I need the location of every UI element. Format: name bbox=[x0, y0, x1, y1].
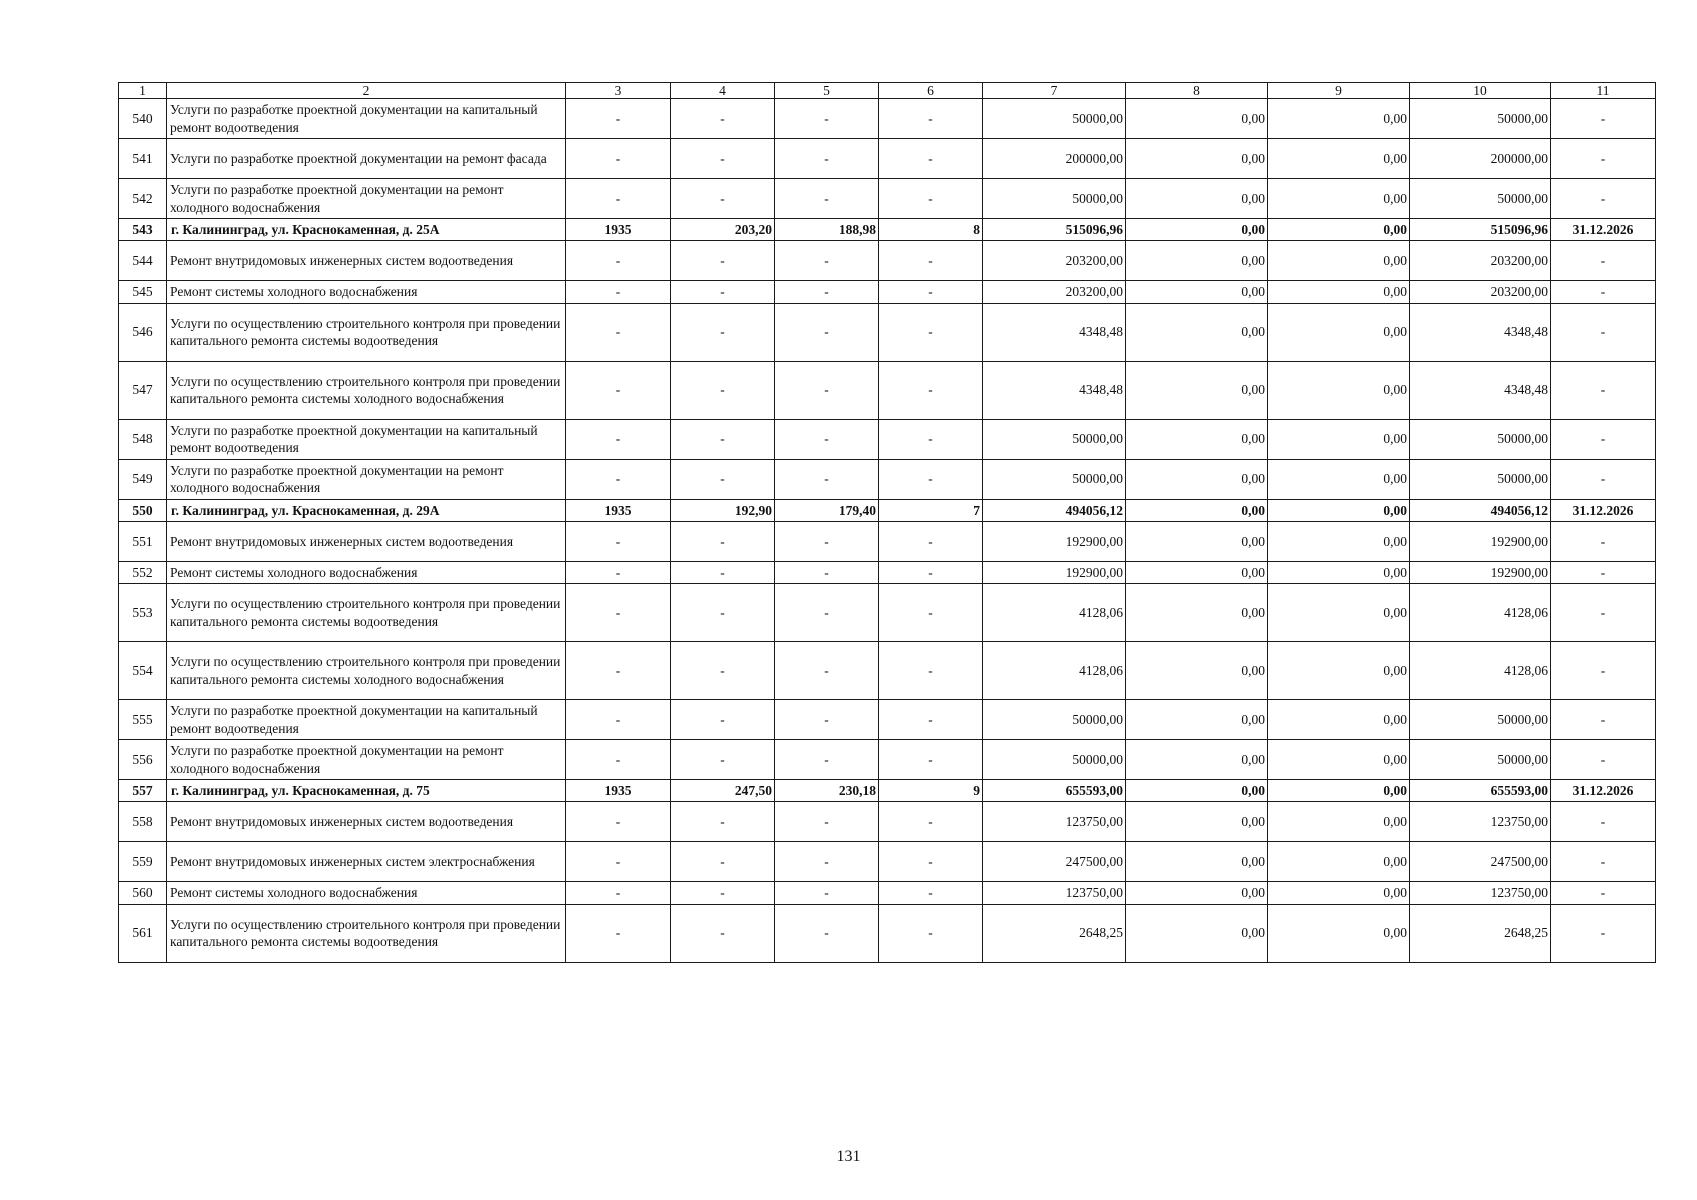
owners-funds-cell: 50000,00 bbox=[1410, 740, 1551, 780]
work-description: Ремонт системы холодного водоснабжения bbox=[167, 561, 566, 583]
deadline-cell: - bbox=[1551, 642, 1656, 700]
residents-cell: - bbox=[879, 740, 983, 780]
fund-cell: 0,00 bbox=[1126, 241, 1268, 281]
residents-cell: - bbox=[879, 99, 983, 139]
table-row bbox=[119, 642, 1656, 700]
fund-cell: 0,00 bbox=[1126, 740, 1268, 780]
area-total-cell: 192,90 bbox=[671, 499, 775, 521]
year-cell: - bbox=[566, 139, 671, 179]
row-number: 544 bbox=[119, 241, 167, 281]
fund-cell: 0,00 bbox=[1126, 642, 1268, 700]
fund-cell: 0,00 bbox=[1126, 842, 1268, 882]
address-row bbox=[119, 219, 1656, 241]
residents-cell: - bbox=[879, 281, 983, 303]
area-total-cell: - bbox=[671, 842, 775, 882]
deadline-cell: - bbox=[1551, 802, 1656, 842]
row-number: 540 bbox=[119, 99, 167, 139]
row-number: 553 bbox=[119, 584, 167, 642]
row-number: 550 bbox=[119, 499, 167, 521]
fund-cell: 0,00 bbox=[1126, 419, 1268, 459]
budget-cell: 0,00 bbox=[1268, 459, 1410, 499]
row-number: 552 bbox=[119, 561, 167, 583]
area-total-cell: - bbox=[671, 802, 775, 842]
deadline-cell: - bbox=[1551, 700, 1656, 740]
table-row bbox=[119, 561, 1656, 583]
budget-cell: 0,00 bbox=[1268, 584, 1410, 642]
area-living-cell: - bbox=[775, 700, 879, 740]
residents-cell: - bbox=[879, 419, 983, 459]
year-cell: - bbox=[566, 303, 671, 361]
fund-cell: 0,00 bbox=[1126, 179, 1268, 219]
area-total-cell: - bbox=[671, 561, 775, 583]
table-row bbox=[119, 419, 1656, 459]
area-total-cell: - bbox=[671, 882, 775, 904]
row-number: 561 bbox=[119, 904, 167, 962]
work-description: Услуги по разработке проектной документации на ремонт фасада bbox=[167, 139, 566, 179]
year-cell: 1935 bbox=[566, 780, 671, 802]
residents-cell: - bbox=[879, 459, 983, 499]
budget-cell: 0,00 bbox=[1268, 802, 1410, 842]
work-description: Ремонт внутридомовых инженерных систем водоотведения bbox=[167, 802, 566, 842]
year-cell: - bbox=[566, 99, 671, 139]
budget-cell: 0,00 bbox=[1268, 139, 1410, 179]
budget-cell: 0,00 bbox=[1268, 740, 1410, 780]
column-header: 2 bbox=[167, 83, 566, 99]
owners-funds-cell: 4128,06 bbox=[1410, 642, 1551, 700]
work-description: Услуги по разработке проектной документации на ремонт холодного водоснабжения bbox=[167, 459, 566, 499]
table-row bbox=[119, 139, 1656, 179]
owners-funds-cell: 494056,12 bbox=[1410, 499, 1551, 521]
residents-cell: - bbox=[879, 584, 983, 642]
cost-total-cell: 4128,06 bbox=[983, 584, 1126, 642]
work-description: Ремонт внутридомовых инженерных систем электроснабжения bbox=[167, 842, 566, 882]
deadline-cell: - bbox=[1551, 561, 1656, 583]
row-number: 551 bbox=[119, 521, 167, 561]
year-cell: - bbox=[566, 842, 671, 882]
budget-cell: 0,00 bbox=[1268, 882, 1410, 904]
area-living-cell: - bbox=[775, 303, 879, 361]
residents-cell: - bbox=[879, 700, 983, 740]
owners-funds-cell: 4348,48 bbox=[1410, 361, 1551, 419]
area-total-cell: - bbox=[671, 303, 775, 361]
year-cell: - bbox=[566, 882, 671, 904]
fund-cell: 0,00 bbox=[1126, 361, 1268, 419]
deadline-cell: - bbox=[1551, 281, 1656, 303]
column-header: 3 bbox=[566, 83, 671, 99]
column-header: 9 bbox=[1268, 83, 1410, 99]
area-living-cell: - bbox=[775, 802, 879, 842]
column-header: 1 bbox=[119, 83, 167, 99]
deadline-cell: - bbox=[1551, 139, 1656, 179]
budget-cell: 0,00 bbox=[1268, 780, 1410, 802]
owners-funds-cell: 50000,00 bbox=[1410, 179, 1551, 219]
work-description: г. Калининград, ул. Краснокаменная, д. 29А bbox=[167, 499, 566, 521]
year-cell: - bbox=[566, 281, 671, 303]
work-description: г. Калининград, ул. Краснокаменная, д. 25А bbox=[167, 219, 566, 241]
cost-total-cell: 247500,00 bbox=[983, 842, 1126, 882]
table-row bbox=[119, 882, 1656, 904]
area-living-cell: - bbox=[775, 882, 879, 904]
deadline-cell: - bbox=[1551, 882, 1656, 904]
owners-funds-cell: 203200,00 bbox=[1410, 281, 1551, 303]
deadline-cell: - bbox=[1551, 361, 1656, 419]
year-cell: - bbox=[566, 241, 671, 281]
residents-cell: - bbox=[879, 303, 983, 361]
area-living-cell: - bbox=[775, 419, 879, 459]
table-row bbox=[119, 99, 1656, 139]
page-number: 131 bbox=[836, 1148, 861, 1165]
cost-total-cell: 50000,00 bbox=[983, 700, 1126, 740]
table-row bbox=[119, 700, 1656, 740]
work-description: Услуги по разработке проектной документации на ремонт холодного водоснабжения bbox=[167, 179, 566, 219]
area-living-cell: - bbox=[775, 904, 879, 962]
table-row bbox=[119, 521, 1656, 561]
table-row bbox=[119, 904, 1656, 962]
residents-cell: - bbox=[879, 241, 983, 281]
residents-cell: - bbox=[879, 179, 983, 219]
table-row bbox=[119, 459, 1656, 499]
work-description: Услуги по разработке проектной документации на капитальный ремонт водоотведения bbox=[167, 99, 566, 139]
table-body bbox=[119, 99, 1656, 963]
owners-funds-cell: 203200,00 bbox=[1410, 241, 1551, 281]
area-total-cell: - bbox=[671, 584, 775, 642]
cost-total-cell: 4348,48 bbox=[983, 303, 1126, 361]
column-number-header-row bbox=[119, 83, 1656, 99]
deadline-cell: - bbox=[1551, 241, 1656, 281]
area-total-cell: 203,20 bbox=[671, 219, 775, 241]
owners-funds-cell: 192900,00 bbox=[1410, 521, 1551, 561]
cost-total-cell: 50000,00 bbox=[983, 419, 1126, 459]
budget-cell: 0,00 bbox=[1268, 642, 1410, 700]
area-living-cell: - bbox=[775, 561, 879, 583]
area-living-cell: 230,18 bbox=[775, 780, 879, 802]
budget-cell: 0,00 bbox=[1268, 419, 1410, 459]
row-number: 543 bbox=[119, 219, 167, 241]
work-description: Ремонт системы холодного водоснабжения bbox=[167, 281, 566, 303]
work-description: Услуги по осуществлению строительного контроля при проведении капитального ремонта системы холодного водоснабжения bbox=[167, 361, 566, 419]
row-number: 555 bbox=[119, 700, 167, 740]
row-number: 542 bbox=[119, 179, 167, 219]
year-cell: - bbox=[566, 361, 671, 419]
year-cell: - bbox=[566, 904, 671, 962]
work-description: Ремонт внутридомовых инженерных систем водоотведения bbox=[167, 521, 566, 561]
table-row bbox=[119, 281, 1656, 303]
work-description: Ремонт внутридомовых инженерных систем водоотведения bbox=[167, 241, 566, 281]
deadline-cell: - bbox=[1551, 842, 1656, 882]
fund-cell: 0,00 bbox=[1126, 561, 1268, 583]
year-cell: - bbox=[566, 419, 671, 459]
residents-cell: 9 bbox=[879, 780, 983, 802]
deadline-cell: 31.12.2026 bbox=[1551, 499, 1656, 521]
fund-cell: 0,00 bbox=[1126, 802, 1268, 842]
area-total-cell: - bbox=[671, 904, 775, 962]
area-total-cell: - bbox=[671, 241, 775, 281]
work-description: Услуги по осуществлению строительного контроля при проведении капитального ремонта системы водоотведения bbox=[167, 584, 566, 642]
budget-cell: 0,00 bbox=[1268, 361, 1410, 419]
residents-cell: - bbox=[879, 361, 983, 419]
table-row bbox=[119, 241, 1656, 281]
area-living-cell: - bbox=[775, 179, 879, 219]
budget-cell: 0,00 bbox=[1268, 842, 1410, 882]
year-cell: 1935 bbox=[566, 219, 671, 241]
table-row bbox=[119, 740, 1656, 780]
residents-cell: - bbox=[879, 561, 983, 583]
row-number: 554 bbox=[119, 642, 167, 700]
area-total-cell: - bbox=[671, 361, 775, 419]
fund-cell: 0,00 bbox=[1126, 499, 1268, 521]
residents-cell: - bbox=[879, 139, 983, 179]
residents-cell: 8 bbox=[879, 219, 983, 241]
row-number: 559 bbox=[119, 842, 167, 882]
area-living-cell: 188,98 bbox=[775, 219, 879, 241]
row-number: 546 bbox=[119, 303, 167, 361]
year-cell: 1935 bbox=[566, 499, 671, 521]
address-row bbox=[119, 499, 1656, 521]
cost-total-cell: 123750,00 bbox=[983, 802, 1126, 842]
owners-funds-cell: 192900,00 bbox=[1410, 561, 1551, 583]
owners-funds-cell: 247500,00 bbox=[1410, 842, 1551, 882]
budget-cell: 0,00 bbox=[1268, 904, 1410, 962]
area-living-cell: - bbox=[775, 584, 879, 642]
cost-total-cell: 4128,06 bbox=[983, 642, 1126, 700]
deadline-cell: - bbox=[1551, 179, 1656, 219]
residents-cell: - bbox=[879, 904, 983, 962]
area-living-cell: - bbox=[775, 241, 879, 281]
owners-funds-cell: 50000,00 bbox=[1410, 459, 1551, 499]
budget-cell: 0,00 bbox=[1268, 179, 1410, 219]
area-living-cell: - bbox=[775, 139, 879, 179]
residents-cell: 7 bbox=[879, 499, 983, 521]
deadline-cell: - bbox=[1551, 740, 1656, 780]
row-number: 560 bbox=[119, 882, 167, 904]
row-number: 549 bbox=[119, 459, 167, 499]
column-header: 11 bbox=[1551, 83, 1656, 99]
residents-cell: - bbox=[879, 521, 983, 561]
area-total-cell: 247,50 bbox=[671, 780, 775, 802]
work-description: Услуги по разработке проектной документации на капитальный ремонт водоотведения bbox=[167, 419, 566, 459]
budget-cell: 0,00 bbox=[1268, 561, 1410, 583]
budget-cell: 0,00 bbox=[1268, 499, 1410, 521]
residents-cell: - bbox=[879, 642, 983, 700]
cost-total-cell: 50000,00 bbox=[983, 99, 1126, 139]
residents-cell: - bbox=[879, 802, 983, 842]
area-total-cell: - bbox=[671, 521, 775, 561]
fund-cell: 0,00 bbox=[1126, 459, 1268, 499]
work-description: Услуги по осуществлению строительного контроля при проведении капитального ремонта системы водоотведения bbox=[167, 303, 566, 361]
residents-cell: - bbox=[879, 882, 983, 904]
fund-cell: 0,00 bbox=[1126, 882, 1268, 904]
owners-funds-cell: 4348,48 bbox=[1410, 303, 1551, 361]
area-total-cell: - bbox=[671, 99, 775, 139]
area-total-cell: - bbox=[671, 179, 775, 219]
fund-cell: 0,00 bbox=[1126, 584, 1268, 642]
cost-total-cell: 203200,00 bbox=[983, 281, 1126, 303]
address-row bbox=[119, 780, 1656, 802]
budget-cell: 0,00 bbox=[1268, 521, 1410, 561]
deadline-cell: - bbox=[1551, 419, 1656, 459]
row-number: 557 bbox=[119, 780, 167, 802]
owners-funds-cell: 123750,00 bbox=[1410, 802, 1551, 842]
owners-funds-cell: 50000,00 bbox=[1410, 700, 1551, 740]
fund-cell: 0,00 bbox=[1126, 303, 1268, 361]
area-living-cell: - bbox=[775, 459, 879, 499]
deadline-cell: 31.12.2026 bbox=[1551, 219, 1656, 241]
owners-funds-cell: 123750,00 bbox=[1410, 882, 1551, 904]
budget-cell: 0,00 bbox=[1268, 700, 1410, 740]
work-description: Услуги по разработке проектной документации на капитальный ремонт водоотведения bbox=[167, 700, 566, 740]
year-cell: - bbox=[566, 584, 671, 642]
area-living-cell: - bbox=[775, 842, 879, 882]
cost-total-cell: 50000,00 bbox=[983, 459, 1126, 499]
deadline-cell: - bbox=[1551, 303, 1656, 361]
cost-total-cell: 203200,00 bbox=[983, 241, 1126, 281]
owners-funds-cell: 200000,00 bbox=[1410, 139, 1551, 179]
row-number: 545 bbox=[119, 281, 167, 303]
table-row bbox=[119, 802, 1656, 842]
column-header: 10 bbox=[1410, 83, 1551, 99]
year-cell: - bbox=[566, 700, 671, 740]
fund-cell: 0,00 bbox=[1126, 139, 1268, 179]
deadline-cell: - bbox=[1551, 99, 1656, 139]
area-living-cell: - bbox=[775, 521, 879, 561]
fund-cell: 0,00 bbox=[1126, 99, 1268, 139]
fund-cell: 0,00 bbox=[1126, 780, 1268, 802]
owners-funds-cell: 2648,25 bbox=[1410, 904, 1551, 962]
year-cell: - bbox=[566, 740, 671, 780]
cost-total-cell: 192900,00 bbox=[983, 561, 1126, 583]
row-number: 541 bbox=[119, 139, 167, 179]
year-cell: - bbox=[566, 802, 671, 842]
owners-funds-cell: 655593,00 bbox=[1410, 780, 1551, 802]
work-description: Услуги по осуществлению строительного контроля при проведении капитального ремонта системы водоотведения bbox=[167, 904, 566, 962]
row-number: 548 bbox=[119, 419, 167, 459]
year-cell: - bbox=[566, 561, 671, 583]
owners-funds-cell: 50000,00 bbox=[1410, 419, 1551, 459]
table-row bbox=[119, 179, 1656, 219]
column-header: 5 bbox=[775, 83, 879, 99]
area-total-cell: - bbox=[671, 281, 775, 303]
area-total-cell: - bbox=[671, 459, 775, 499]
budget-cell: 0,00 bbox=[1268, 241, 1410, 281]
cost-total-cell: 192900,00 bbox=[983, 521, 1126, 561]
fund-cell: 0,00 bbox=[1126, 700, 1268, 740]
area-total-cell: - bbox=[671, 139, 775, 179]
area-living-cell: - bbox=[775, 740, 879, 780]
cost-total-cell: 4348,48 bbox=[983, 361, 1126, 419]
work-schedule-table bbox=[118, 82, 1656, 963]
year-cell: - bbox=[566, 521, 671, 561]
table-row bbox=[119, 584, 1656, 642]
deadline-cell: - bbox=[1551, 584, 1656, 642]
work-description: г. Калининград, ул. Краснокаменная, д. 75 bbox=[167, 780, 566, 802]
area-total-cell: - bbox=[671, 419, 775, 459]
work-description: Услуги по разработке проектной документации на ремонт холодного водоснабжения bbox=[167, 740, 566, 780]
table-row bbox=[119, 303, 1656, 361]
column-header: 8 bbox=[1126, 83, 1268, 99]
area-total-cell: - bbox=[671, 700, 775, 740]
budget-cell: 0,00 bbox=[1268, 99, 1410, 139]
owners-funds-cell: 4128,06 bbox=[1410, 584, 1551, 642]
cost-total-cell: 200000,00 bbox=[983, 139, 1126, 179]
year-cell: - bbox=[566, 179, 671, 219]
row-number: 558 bbox=[119, 802, 167, 842]
deadline-cell: - bbox=[1551, 521, 1656, 561]
deadline-cell: 31.12.2026 bbox=[1551, 780, 1656, 802]
area-living-cell: 179,40 bbox=[775, 499, 879, 521]
budget-cell: 0,00 bbox=[1268, 219, 1410, 241]
fund-cell: 0,00 bbox=[1126, 521, 1268, 561]
fund-cell: 0,00 bbox=[1126, 219, 1268, 241]
table-row bbox=[119, 361, 1656, 419]
table-row bbox=[119, 842, 1656, 882]
budget-cell: 0,00 bbox=[1268, 281, 1410, 303]
area-living-cell: - bbox=[775, 361, 879, 419]
cost-total-cell: 123750,00 bbox=[983, 882, 1126, 904]
fund-cell: 0,00 bbox=[1126, 281, 1268, 303]
deadline-cell: - bbox=[1551, 904, 1656, 962]
work-description: Ремонт системы холодного водоснабжения bbox=[167, 882, 566, 904]
year-cell: - bbox=[566, 642, 671, 700]
cost-total-cell: 655593,00 bbox=[983, 780, 1126, 802]
deadline-cell: - bbox=[1551, 459, 1656, 499]
owners-funds-cell: 515096,96 bbox=[1410, 219, 1551, 241]
budget-cell: 0,00 bbox=[1268, 303, 1410, 361]
area-total-cell: - bbox=[671, 740, 775, 780]
row-number: 556 bbox=[119, 740, 167, 780]
work-description: Услуги по осуществлению строительного контроля при проведении капитального ремонта системы холодного водоснабжения bbox=[167, 642, 566, 700]
row-number: 547 bbox=[119, 361, 167, 419]
column-header: 4 bbox=[671, 83, 775, 99]
cost-total-cell: 494056,12 bbox=[983, 499, 1126, 521]
cost-total-cell: 2648,25 bbox=[983, 904, 1126, 962]
residents-cell: - bbox=[879, 842, 983, 882]
cost-total-cell: 50000,00 bbox=[983, 179, 1126, 219]
owners-funds-cell: 50000,00 bbox=[1410, 99, 1551, 139]
fund-cell: 0,00 bbox=[1126, 904, 1268, 962]
cost-total-cell: 515096,96 bbox=[983, 219, 1126, 241]
area-living-cell: - bbox=[775, 99, 879, 139]
column-header: 7 bbox=[983, 83, 1126, 99]
cost-total-cell: 50000,00 bbox=[983, 740, 1126, 780]
area-living-cell: - bbox=[775, 281, 879, 303]
area-total-cell: - bbox=[671, 642, 775, 700]
area-living-cell: - bbox=[775, 642, 879, 700]
column-header: 6 bbox=[879, 83, 983, 99]
year-cell: - bbox=[566, 459, 671, 499]
